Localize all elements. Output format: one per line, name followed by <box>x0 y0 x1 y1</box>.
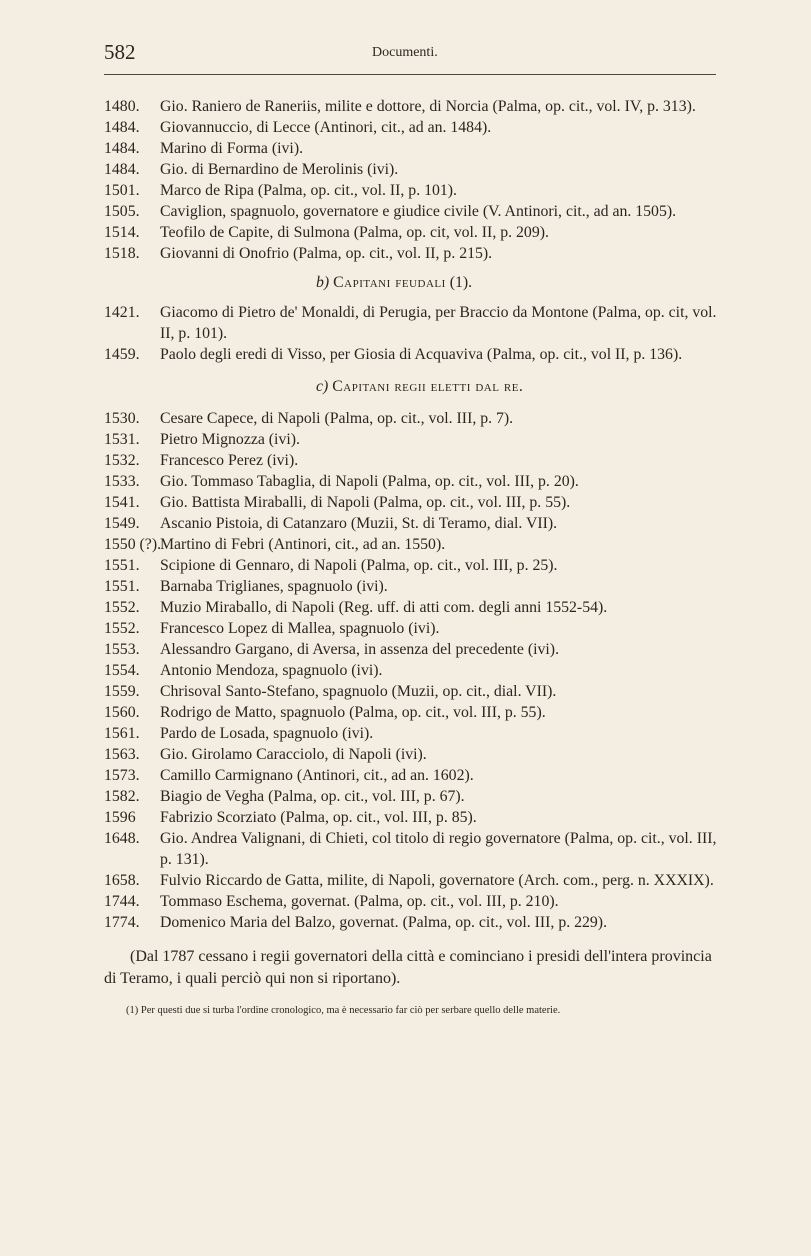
entry-list-c <box>0 408 811 933</box>
entry-text: Marino di Forma (ivi). <box>160 140 304 157</box>
entry-year: 1459. <box>104 346 140 363</box>
entry-year: 1553. <box>104 641 140 658</box>
entry-text: Francesco Lopez di Mallea, spagnuolo (ivi). <box>160 620 440 637</box>
entry-text: Marco de Ripa (Palma, op. cit., vol. II, p. 101). <box>160 182 458 199</box>
entry-text: Francesco Perez (ivi). <box>160 452 299 469</box>
register-entry <box>0 807 720 828</box>
register-entry <box>0 828 720 870</box>
section-title: Capitani feudali <box>333 274 446 291</box>
entry-text: Caviglion, spagnuolo, governatore e giudice civile (V. Antinori, cit., ad an. 1505). <box>160 203 677 220</box>
register-entry <box>0 639 720 660</box>
entry-text: Gio. Raniero de Raneriis, milite e dottore, di Norcia (Palma, op. cit., vol. IV, p. 313). <box>160 98 696 115</box>
entry-year: 1531. <box>104 431 140 448</box>
entry-text: Barnaba Triglianes, spagnuolo (ivi). <box>160 578 388 595</box>
entry-year: 1552. <box>104 599 140 616</box>
entry-year: 1658. <box>104 872 140 889</box>
entry-year: 1596 <box>104 809 136 826</box>
register-entry <box>0 786 720 807</box>
entry-text: Rodrigo de Matto, spagnuolo (Palma, op. cit., vol. III, p. 55). <box>160 704 546 721</box>
entry-year: 1549. <box>104 515 140 532</box>
register-entry <box>0 744 720 765</box>
entry-text: Chrisoval Santo-Stefano, spagnuolo (Muzii, op. cit., dial. VII). <box>160 683 557 700</box>
entry-text: Martino di Febri (Antinori, cit., ad an. 1550). <box>160 536 446 553</box>
running-title: Documenti. <box>372 45 438 60</box>
register-entry <box>0 201 720 222</box>
register-entry <box>0 408 720 429</box>
entry-text: Gio. Girolamo Caracciolo, di Napoli (ivi). <box>160 746 427 763</box>
entry-year: 1550 (?). <box>104 536 162 553</box>
register-entry <box>0 912 720 933</box>
section-letter: b) <box>316 274 330 291</box>
page-number: 582 <box>104 40 136 64</box>
register-entry <box>0 534 720 555</box>
entry-text: Domenico Maria del Balzo, governat. (Palma, op. cit., vol. III, p. 229). <box>160 914 608 931</box>
register-entry <box>0 702 720 723</box>
entry-text: Antonio Mendoza, spagnuolo (ivi). <box>160 662 383 679</box>
entry-year: 1582. <box>104 788 140 805</box>
register-entry <box>0 555 720 576</box>
register-entry <box>0 450 720 471</box>
section-heading-c <box>316 376 811 397</box>
register-entry <box>0 302 720 344</box>
entry-year: 1484. <box>104 140 140 157</box>
register-entry <box>0 765 720 786</box>
entry-year: 1541. <box>104 494 140 511</box>
entry-text: Gio. Tommaso Tabaglia, di Napoli (Palma, op. cit., vol. III, p. 20). <box>160 473 579 490</box>
entry-text: Giovanni di Onofrio (Palma, op. cit., vol. II, p. 215). <box>160 245 493 262</box>
entry-text: Paolo degli eredi di Visso, per Giosia di Acquaviva (Palma, op. cit., vol II, p. 136). <box>160 346 683 363</box>
entry-year: 1421. <box>104 304 140 321</box>
entry-year: 1501. <box>104 182 140 199</box>
register-entry <box>0 681 720 702</box>
entry-year: 1533. <box>104 473 140 490</box>
entry-list-b <box>0 302 811 365</box>
entry-year: 1480. <box>104 98 140 115</box>
section-title: Capitani regii eletti dal re. <box>332 378 524 395</box>
register-entry <box>0 597 720 618</box>
entry-text: Alessandro Gargano, di Aversa, in assenza del precedente (ivi). <box>160 641 560 658</box>
entry-year: 1559. <box>104 683 140 700</box>
section-letter: c) <box>316 378 329 395</box>
entry-text: Fulvio Riccardo de Gatta, milite, di Napoli, governatore (Arch. com., perg. n. XXXIX). <box>160 872 714 889</box>
entry-year: 1484. <box>104 119 140 136</box>
entry-year: 1484. <box>104 161 140 178</box>
entry-year: 1554. <box>104 662 140 679</box>
register-entry <box>0 222 720 243</box>
register-entry <box>0 723 720 744</box>
register-entry <box>0 618 720 639</box>
entry-year: 1563. <box>104 746 140 763</box>
entry-text: Giovannuccio, di Lecce (Antinori, cit., ad an. 1484). <box>160 119 492 136</box>
register-entry <box>0 870 720 891</box>
entry-text: Pietro Mignozza (ivi). <box>160 431 300 448</box>
entry-text: Gio. di Bernardino de Merolinis (ivi). <box>160 161 399 178</box>
section-footnote-ref: (1). <box>449 274 473 291</box>
entry-text: Giacomo di Pietro de' Monaldi, di Perugia, per Braccio da Montone (Palma, op. cit, vol. II, p. 101). <box>160 304 717 342</box>
entry-year: 1551. <box>104 578 140 595</box>
entry-text: Pardo de Losada, spagnuolo (ivi). <box>160 725 374 742</box>
entry-text: Gio. Andrea Valignani, di Chieti, col titolo di regio governatore (Palma, op. cit., vol. III, p. 131). <box>160 830 717 868</box>
entry-list-a <box>0 96 811 264</box>
entry-year: 1573. <box>104 767 140 784</box>
entry-year: 1648. <box>104 830 140 847</box>
section-heading-b <box>316 272 811 293</box>
entry-text: Camillo Carmignano (Antinori, cit., ad an. 1602). <box>160 767 474 784</box>
register-entry <box>0 429 720 450</box>
entry-text: Scipione di Gennaro, di Napoli (Palma, op. cit., vol. III, p. 25). <box>160 557 558 574</box>
register-entry <box>0 159 720 180</box>
entry-year: 1552. <box>104 620 140 637</box>
page-body <box>0 96 811 1018</box>
entry-text: Fabrizio Scorziato (Palma, op. cit., vol. III, p. 85). <box>160 809 477 826</box>
entry-year: 1530. <box>104 410 140 427</box>
register-entry <box>0 344 720 365</box>
footnote: (1) Per questi due si turba l'ordine cronologico, ma è necessario far ciò per serbare quello delle materie. <box>126 1005 561 1016</box>
closing-note: (Dal 1787 cessano i regii governatori della città e cominciano i presidi dell'intera provincia di Teramo, i quali perciò qui non si riportano). <box>104 948 712 987</box>
entry-text: Gio. Battista Miraballi, di Napoli (Palma, op. cit., vol. III, p. 55). <box>160 494 571 511</box>
entry-year: 1532. <box>104 452 140 469</box>
register-entry <box>0 96 720 117</box>
register-entry <box>0 471 720 492</box>
register-entry <box>0 576 720 597</box>
register-entry <box>0 243 720 264</box>
entry-year: 1774. <box>104 914 140 931</box>
entry-year: 1561. <box>104 725 140 742</box>
entry-year: 1514. <box>104 224 140 241</box>
register-entry <box>0 117 720 138</box>
register-entry <box>0 492 720 513</box>
entry-year: 1744. <box>104 893 140 910</box>
register-entry <box>0 513 720 534</box>
entry-text: Teofilo de Capite, di Sulmona (Palma, op. cit, vol. II, p. 209). <box>160 224 549 241</box>
entry-year: 1505. <box>104 203 140 220</box>
entry-text: Muzio Miraballo, di Napoli (Reg. uff. di atti com. degli anni 1552-54). <box>160 599 608 616</box>
entry-text: Tommaso Eschema, governat. (Palma, op. cit., vol. III, p. 210). <box>160 893 559 910</box>
entry-text: Cesare Capece, di Napoli (Palma, op. cit., vol. III, p. 7). <box>160 410 514 427</box>
register-entry <box>0 138 720 159</box>
register-entry <box>0 660 720 681</box>
register-entry <box>0 891 720 912</box>
entry-year: 1560. <box>104 704 140 721</box>
entry-year: 1551. <box>104 557 140 574</box>
entry-text: Biagio de Vegha (Palma, op. cit., vol. III, p. 67). <box>160 788 465 805</box>
header-rule <box>104 74 716 75</box>
register-entry <box>0 180 720 201</box>
entry-year: 1518. <box>104 245 140 262</box>
entry-text: Ascanio Pistoia, di Catanzaro (Muzii, St. di Teramo, dial. VII). <box>160 515 558 532</box>
